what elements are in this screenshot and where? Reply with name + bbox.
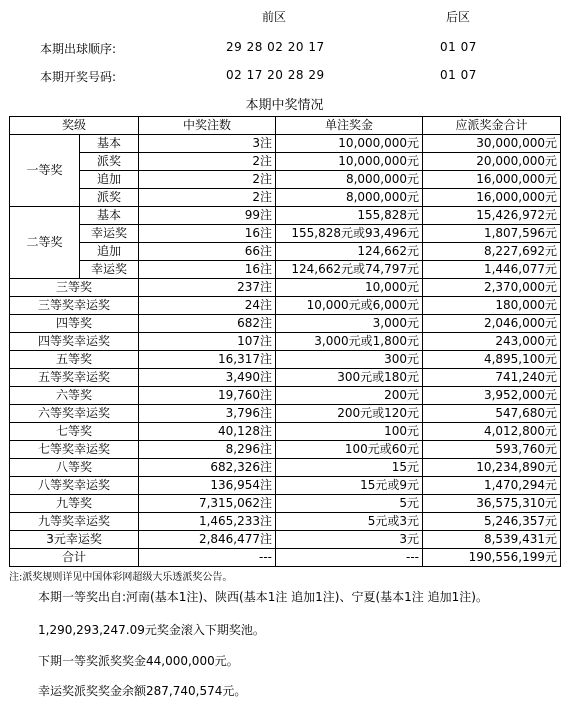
prize-level: 六等奖 — [10, 387, 139, 405]
table-row — [10, 423, 561, 441]
winner-count: 66注 — [139, 243, 276, 261]
winner-count: 3注 — [139, 135, 276, 153]
prize-total: 180,000元 — [423, 297, 561, 315]
prize-total: 3,952,000元 — [423, 387, 561, 405]
prize-total: 16,000,000元 — [423, 189, 561, 207]
prize-total: 547,680元 — [423, 405, 561, 423]
winner-count: 40,128注 — [139, 423, 276, 441]
prize-total: 8,539,431元 — [423, 531, 561, 549]
winner-count: 237注 — [139, 279, 276, 297]
table-row — [10, 441, 561, 459]
winner-count: 19,760注 — [139, 387, 276, 405]
table-row — [10, 405, 561, 423]
prize-amount: 200元或120元 — [276, 405, 423, 423]
prize-level: 四等奖幸运奖 — [10, 333, 139, 351]
prize-total: 4,895,100元 — [423, 351, 561, 369]
table-row — [10, 315, 561, 333]
winner-count: 2,846,477注 — [139, 531, 276, 549]
total-count: --- — [139, 549, 276, 567]
total-amount: 190,556,199元 — [423, 549, 561, 567]
prize-total: 5,246,357元 — [423, 513, 561, 531]
prize-sublevel: 幸运奖 — [80, 225, 139, 243]
winning-number-front: 02 17 20 28 29 — [226, 68, 325, 82]
winner-count: 16注 — [139, 225, 276, 243]
prize-total: 16,000,000元 — [423, 171, 561, 189]
prize-amount: 3,000元 — [276, 315, 423, 333]
table-row — [10, 333, 561, 351]
table-row — [10, 189, 561, 207]
prize-sublevel: 追加 — [80, 243, 139, 261]
prize-amount: 8,000,000元 — [276, 171, 423, 189]
prize-total: 243,000元 — [423, 333, 561, 351]
prize-amount: 155,828元或93,496元 — [276, 225, 423, 243]
prize-level: 三等奖 — [10, 279, 139, 297]
draw-header — [0, 0, 569, 95]
table-row — [10, 477, 561, 495]
prize-amount: 15元 — [276, 459, 423, 477]
prize-total: 15,426,972元 — [423, 207, 561, 225]
prize-total: 593,760元 — [423, 441, 561, 459]
prize-level: 六等奖幸运奖 — [10, 405, 139, 423]
column-header-count: 中奖注数 — [139, 117, 276, 135]
prize-level: 八等奖幸运奖 — [10, 477, 139, 495]
table-row — [10, 297, 561, 315]
footnote: 注:派奖规则详见中国体彩网超级大乐透派奖公告。 — [9, 572, 233, 583]
table-row — [10, 171, 561, 189]
prize-amount: 5元 — [276, 495, 423, 513]
draw-order-front: 29 28 02 20 17 — [226, 40, 325, 54]
prize-sublevel: 追加 — [80, 171, 139, 189]
winner-count: 7,315,062注 — [139, 495, 276, 513]
prize-total: 741,240元 — [423, 369, 561, 387]
table-row — [10, 153, 561, 171]
prize-amount: 155,828元 — [276, 207, 423, 225]
table-row — [10, 513, 561, 531]
winning-number-back: 01 07 — [440, 68, 477, 82]
winner-count: 99注 — [139, 207, 276, 225]
prize-level: 二等奖 — [10, 207, 80, 279]
prize-amount: 100元 — [276, 423, 423, 441]
table-row — [10, 351, 561, 369]
winner-count: 107注 — [139, 333, 276, 351]
table-row — [10, 135, 561, 153]
prize-amount: 300元 — [276, 351, 423, 369]
table-row — [10, 279, 561, 297]
prize-amount: 5元或3元 — [276, 513, 423, 531]
section-title: 本期中奖情况 — [245, 98, 324, 113]
table-row — [10, 225, 561, 243]
prize-amount: 10,000元或6,000元 — [276, 297, 423, 315]
prize-total: 2,046,000元 — [423, 315, 561, 333]
prize-amount: 300元或180元 — [276, 369, 423, 387]
winner-count: 2注 — [139, 171, 276, 189]
prize-sublevel: 派奖 — [80, 153, 139, 171]
first-prize-locations: 本期一等奖出自:河南(基本1注)、陕西(基本1注 追加1注)、宁夏(基本1注 追加1注)。 — [38, 590, 488, 604]
prize-amount: 124,662元 — [276, 243, 423, 261]
prize-table — [9, 116, 561, 567]
prize-level: 三等奖幸运奖 — [10, 297, 139, 315]
table-row — [10, 387, 561, 405]
lucky-prize-balance: 幸运奖派奖奖金余额287,740,574元。 — [38, 684, 247, 698]
prize-level: 一等奖 — [10, 135, 80, 207]
prize-amount: 3元 — [276, 531, 423, 549]
table-row — [10, 459, 561, 477]
prize-amount: 15元或9元 — [276, 477, 423, 495]
winner-count: 24注 — [139, 297, 276, 315]
winner-count: 16注 — [139, 261, 276, 279]
prize-amount: 100元或60元 — [276, 441, 423, 459]
prize-level: 九等奖幸运奖 — [10, 513, 139, 531]
front-zone-label: 前区 — [262, 10, 287, 24]
total-row — [10, 549, 561, 567]
prize-level: 五等奖幸运奖 — [10, 369, 139, 387]
prize-level: 3元幸运奖 — [10, 531, 139, 549]
prize-total: 4,012,800元 — [423, 423, 561, 441]
draw-order-label: 本期出球顺序: — [40, 42, 117, 56]
winner-count: 2注 — [139, 189, 276, 207]
prize-level: 四等奖 — [10, 315, 139, 333]
prize-total: 10,234,890元 — [423, 459, 561, 477]
column-header-level: 奖级 — [10, 117, 139, 135]
prize-amount: 10,000,000元 — [276, 135, 423, 153]
prize-amount: 8,000,000元 — [276, 189, 423, 207]
winner-count: 8,296注 — [139, 441, 276, 459]
prize-total: 1,807,596元 — [423, 225, 561, 243]
prize-sublevel: 基本 — [80, 207, 139, 225]
column-header-total: 应派奖金合计 — [423, 117, 561, 135]
prize-amount: 10,000,000元 — [276, 153, 423, 171]
total-prize: --- — [276, 549, 423, 567]
winning-number-label: 本期开奖号码: — [40, 70, 117, 84]
pool-rollover: 1,290,293,247.09元奖金滚入下期奖池。 — [38, 623, 265, 637]
table-row — [10, 243, 561, 261]
table-row — [10, 261, 561, 279]
prize-amount: 124,662元或74,797元 — [276, 261, 423, 279]
table-row — [10, 369, 561, 387]
prize-sublevel: 幸运奖 — [80, 261, 139, 279]
prize-total: 20,000,000元 — [423, 153, 561, 171]
draw-order-back: 01 07 — [440, 40, 477, 54]
prize-total: 8,227,692元 — [423, 243, 561, 261]
winner-count: 3,490注 — [139, 369, 276, 387]
prize-total: 1,446,077元 — [423, 261, 561, 279]
table-row — [10, 495, 561, 513]
prize-sublevel: 基本 — [80, 135, 139, 153]
prize-total: 1,470,294元 — [423, 477, 561, 495]
prize-level: 九等奖 — [10, 495, 139, 513]
total-label: 合计 — [10, 549, 139, 567]
prize-sublevel: 派奖 — [80, 189, 139, 207]
winner-count: 16,317注 — [139, 351, 276, 369]
table-row — [10, 531, 561, 549]
winner-count: 682,326注 — [139, 459, 276, 477]
table-row — [10, 207, 561, 225]
prize-total: 36,575,310元 — [423, 495, 561, 513]
prize-total: 30,000,000元 — [423, 135, 561, 153]
prize-total: 2,370,000元 — [423, 279, 561, 297]
winner-count: 682注 — [139, 315, 276, 333]
table-header-row — [10, 117, 561, 135]
prize-level: 七等奖 — [10, 423, 139, 441]
column-header-prize: 单注奖金 — [276, 117, 423, 135]
winner-count: 3,796注 — [139, 405, 276, 423]
winner-count: 2注 — [139, 153, 276, 171]
prize-level: 五等奖 — [10, 351, 139, 369]
next-first-prize: 下期一等奖派奖奖金44,000,000元。 — [38, 654, 239, 668]
back-zone-label: 后区 — [446, 10, 471, 24]
prize-level: 七等奖幸运奖 — [10, 441, 139, 459]
winner-count: 1,465,233注 — [139, 513, 276, 531]
prize-amount: 10,000元 — [276, 279, 423, 297]
winner-count: 136,954注 — [139, 477, 276, 495]
prize-amount: 200元 — [276, 387, 423, 405]
prize-level: 八等奖 — [10, 459, 139, 477]
prize-amount: 3,000元或1,800元 — [276, 333, 423, 351]
